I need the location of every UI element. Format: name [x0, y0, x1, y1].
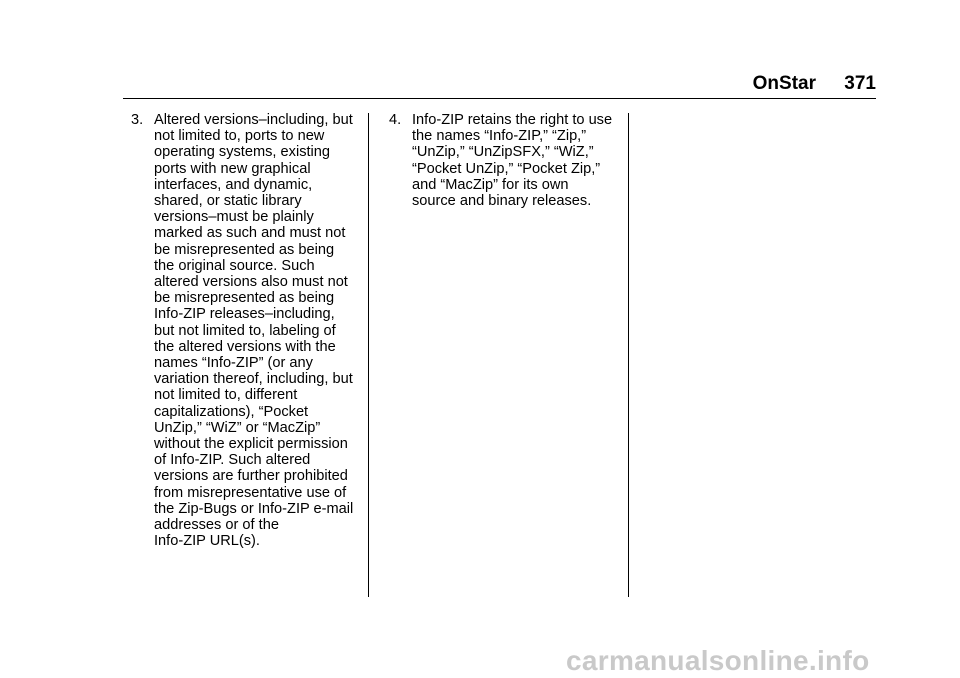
text-line: not limited to, different — [154, 387, 298, 404]
text-line: and “MacZip” for its own — [412, 176, 569, 193]
text-line: marked as such and must not — [154, 225, 346, 242]
text-line: “Pocket UnZip,” “Pocket Zip,” — [412, 160, 601, 177]
page-header — [0, 70, 876, 98]
text-line: capitalizations), “Pocket — [154, 403, 309, 420]
text-line: addresses or of the — [154, 517, 279, 534]
text-line: Info-ZIP releases–including, — [154, 306, 335, 323]
text-line: Info-ZIP URL(s). — [154, 533, 260, 550]
text-line: variation thereof, including, but — [154, 371, 353, 388]
list-item-text — [389, 112, 619, 209]
text-line: source and binary releases. — [412, 193, 592, 210]
text-line: operating systems, existing — [154, 144, 331, 161]
watermark: carmanualsonline.info — [566, 645, 870, 676]
text-line: versions–must be plainly — [154, 209, 314, 226]
text-line: be misrepresented as being — [154, 241, 335, 258]
section-title: OnStar — [752, 73, 816, 94]
text-line: but not limited to, labeling of — [154, 322, 336, 339]
list-item-3 — [131, 112, 361, 549]
text-line: altered versions also must not — [154, 274, 348, 291]
text-line: “UnZip,” “UnZipSFX,” “WiZ,” — [412, 144, 594, 161]
header-rule — [123, 98, 876, 99]
text-line: from misrepresentative use of — [154, 484, 347, 501]
list-item-4 — [389, 112, 619, 209]
text-line: be misrepresented as being — [154, 290, 335, 307]
text-line: not limited to, ports to new — [154, 128, 325, 145]
text-line: of Info-ZIP. Such altered — [154, 452, 311, 469]
text-line: names “Info-ZIP” (or any — [154, 355, 313, 372]
page-number: 371 — [844, 73, 876, 94]
column-divider — [368, 113, 369, 597]
text-line: without the explicit permission — [154, 436, 348, 453]
text-line: ports with new graphical — [154, 160, 311, 177]
list-item-number: 3. — [131, 112, 144, 128]
list-item-text — [131, 112, 361, 549]
list-item-number: 4. — [389, 112, 402, 128]
text-line: the names “Info-ZIP,” “Zip,” — [412, 128, 587, 145]
text-line: the altered versions with the — [154, 338, 336, 355]
text-line: shared, or static library — [154, 193, 302, 210]
text-line: Altered versions–including, but — [154, 112, 353, 128]
text-line: UnZip,” “WiZ” or “MacZip” — [154, 419, 321, 436]
text-line: the original source. Such — [154, 257, 315, 274]
column-divider — [628, 113, 629, 597]
text-line: versions are further prohibited — [154, 468, 348, 485]
text-line: interfaces, and dynamic, — [154, 176, 313, 193]
text-line: Info-ZIP retains the right to use — [412, 112, 613, 128]
text-line: the Zip-Bugs or Info-ZIP e-mail — [154, 500, 354, 517]
